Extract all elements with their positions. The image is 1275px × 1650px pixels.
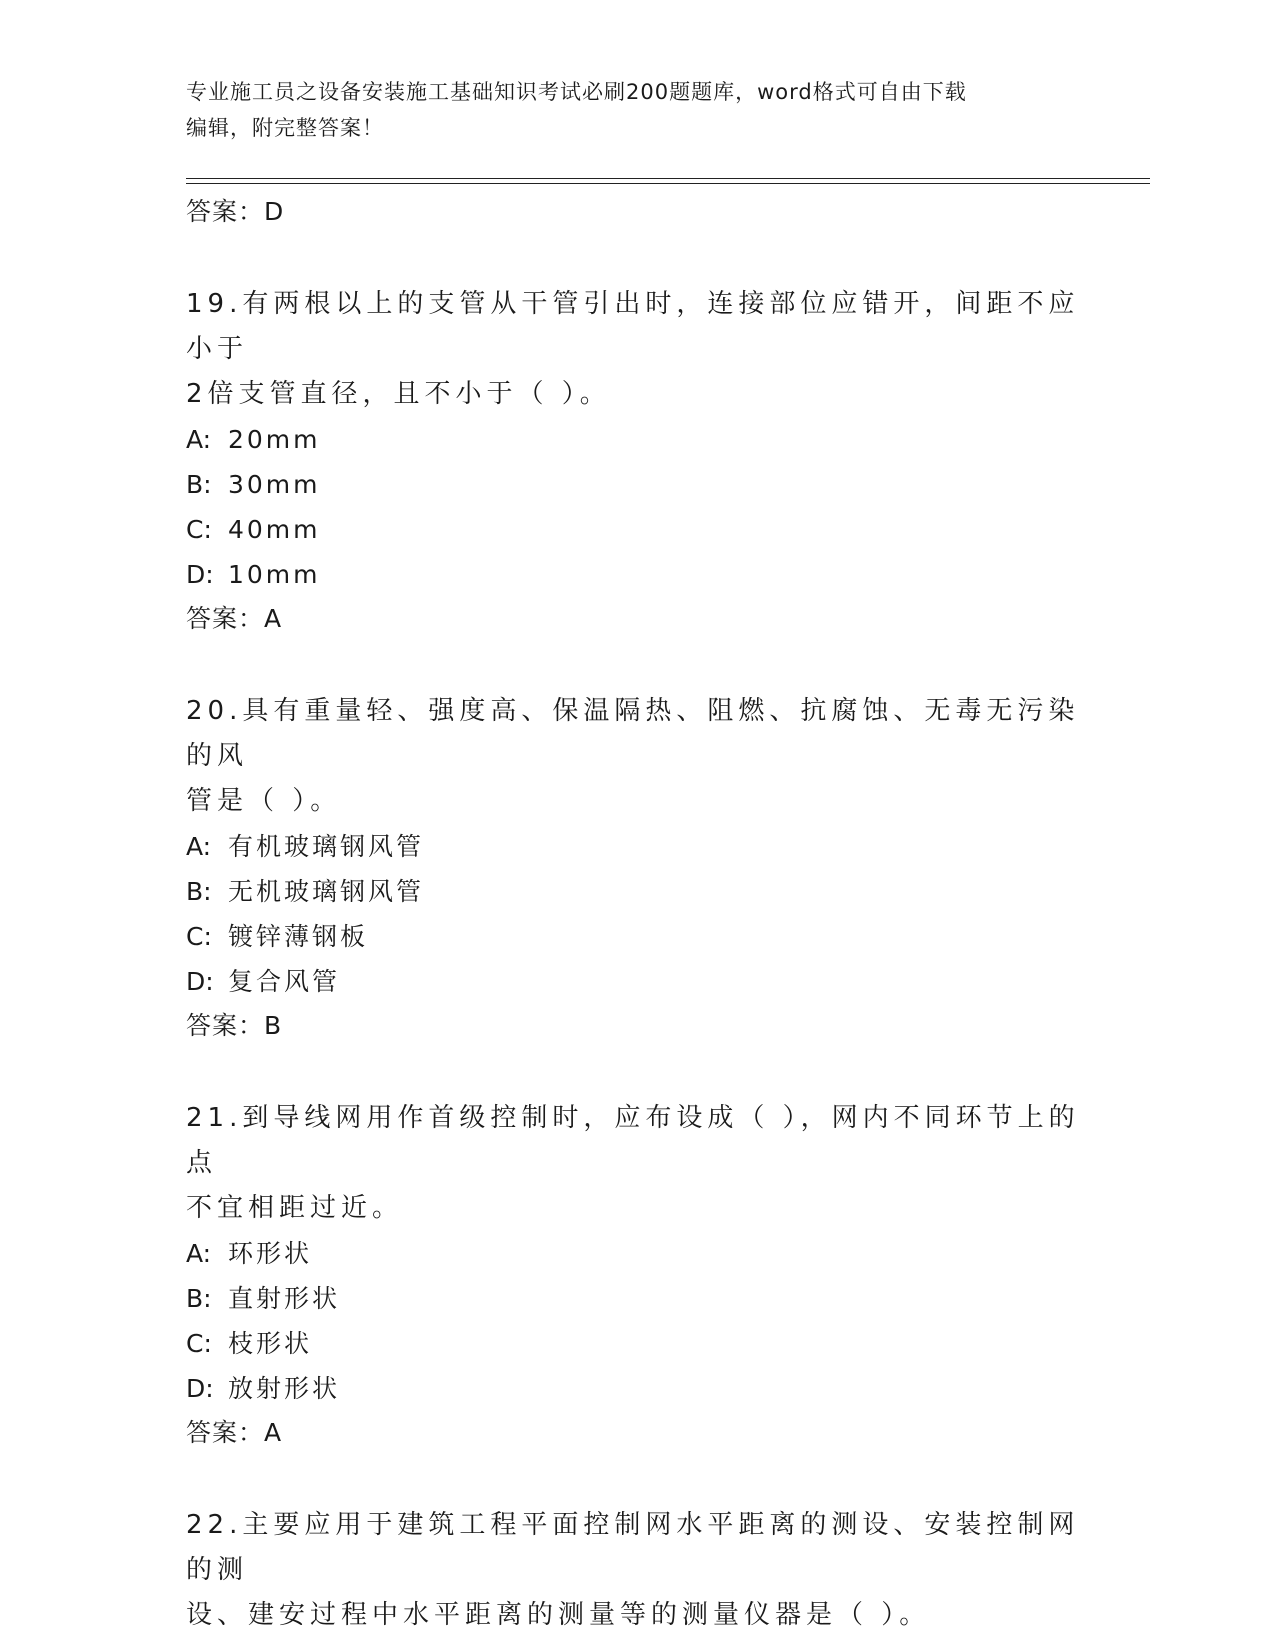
answer: 答案：B [186,1011,283,1040]
option-label: D: [186,560,214,589]
header-divider-bottom [186,183,1150,184]
option-c [186,507,1086,552]
option-label: C: [186,515,212,544]
option-label: B: [186,1284,212,1313]
option-text: 枝形状 [228,1329,313,1358]
option-c [186,1321,1086,1366]
header-line-2: 编辑，附完整答案！ [186,116,384,140]
question-stem-line-1: 22.主要应用于建筑工程平面控制网水平距离的测设、安装控制网的测 [186,1510,1080,1585]
answer: 答案：A [186,604,283,633]
question-stem-line-1: 20.具有重量轻、强度高、保温隔热、阻燃、抗腐蚀、无毒无污染的风 [186,696,1080,771]
header-divider-top [186,178,1150,179]
option-text: 直射形状 [228,1284,341,1313]
question-stem-line-1: 21.到导线网用作首级控制时，应布设成（ ），网内不同环节上的点 [186,1103,1080,1178]
option-d [186,959,1086,1004]
option-text: 40mm [228,515,321,544]
option-label: A: [186,425,212,454]
option-label: C: [186,1329,212,1358]
option-b [186,1276,1086,1321]
option-b [186,869,1086,914]
option-text: 环形状 [228,1239,313,1268]
option-text: 10mm [228,560,321,589]
option-text: 镀锌薄钢板 [228,922,369,951]
question-list [186,190,1086,1638]
option-text: 有机玻璃钢风管 [228,832,425,861]
option-a [186,1231,1086,1276]
question-22 [186,1503,1086,1638]
question-stem-line-1: 19.有两根以上的支管从干管引出时，连接部位应错开，间距不应小于 [186,289,1080,364]
option-label: B: [186,470,212,499]
option-a [186,824,1086,869]
option-text: 放射形状 [228,1374,341,1403]
option-label: A: [186,832,212,861]
option-b [186,462,1086,507]
document-header [186,74,1066,146]
option-c [186,914,1086,959]
option-a [186,417,1086,462]
previous-answer: 答案：D [186,197,285,226]
option-text: 30mm [228,470,321,499]
question-stem-line-2: 不宜相距过近。 [186,1193,404,1223]
question-21 [186,1096,1086,1455]
option-text: 复合风管 [228,967,341,996]
question-stem-line-2: 2倍支管直径，且不小于（ ）。 [186,379,611,409]
option-d [186,552,1086,597]
answer: 答案：A [186,1418,283,1447]
question-19 [186,282,1086,641]
option-label: C: [186,922,212,951]
question-20 [186,689,1086,1048]
option-label: B: [186,877,212,906]
option-label: D: [186,1374,214,1403]
option-d [186,1366,1086,1411]
option-text: 20mm [228,425,321,454]
question-stem-line-2: 管是（ ）。 [186,786,342,816]
header-line-1: 专业施工员之设备安装施工基础知识考试必刷200题题库，word格式可自由下载 [186,80,967,104]
question-stem-line-2: 设、建安过程中水平距离的测量等的测量仪器是（ ）。 [186,1600,931,1630]
option-text: 无机玻璃钢风管 [228,877,425,906]
option-label: D: [186,967,214,996]
option-label: A: [186,1239,212,1268]
